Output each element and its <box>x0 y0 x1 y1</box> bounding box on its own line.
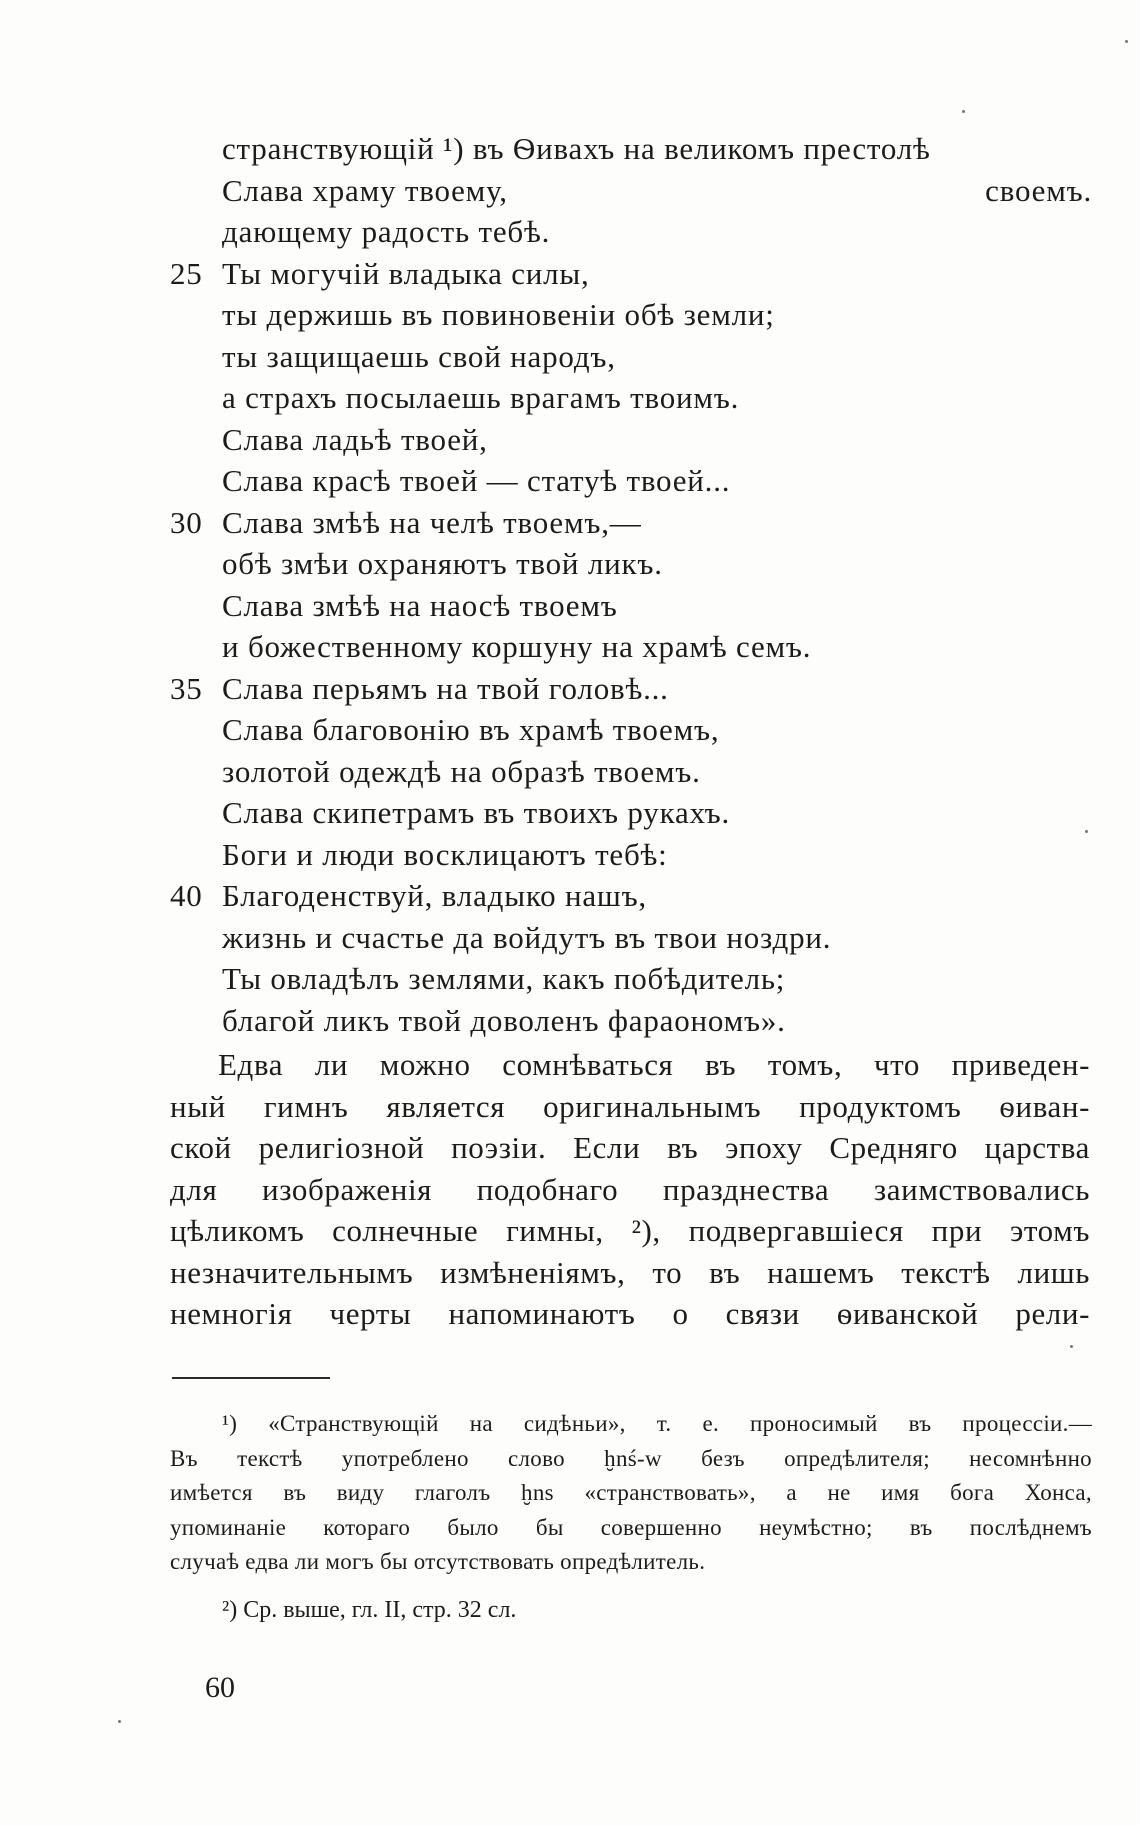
verse-text: ты держишь въ повиновеніи обѣ земли; <box>222 297 775 332</box>
verse-text: Слава благовонію въ храмѣ твоемъ, <box>222 712 720 747</box>
scan-speck <box>118 1720 121 1723</box>
verse-line <box>170 253 1100 295</box>
verse-text: Благоденствуй, владыко нашъ, <box>222 878 647 913</box>
verse-line <box>170 668 1100 710</box>
verse-line <box>170 543 1100 585</box>
footnote-1 <box>170 1407 1092 1580</box>
verse-text: Слава змѣѣ на челѣ твоемъ,— <box>222 504 642 540</box>
verse-line <box>170 585 1100 627</box>
paragraph-line: Едва ли можно сомнѣваться въ томъ, что приведен- <box>218 1047 1090 1082</box>
verse-text: Ты могучій владыка силы, <box>222 255 590 291</box>
verse-line <box>170 792 1100 834</box>
verse-line <box>170 502 1100 544</box>
verse-line <box>170 875 1100 917</box>
verse-text: Слава красѣ твоей — статуѣ твоей... <box>222 463 731 498</box>
footnote-line: Въ текстѣ употреблено слово ḫnś-w безъ опредѣлителя; несомнѣнно <box>170 1445 1092 1471</box>
verse-text: жизнь и счастье да войдутъ въ твои ноздри. <box>222 919 832 955</box>
verse-line <box>170 1000 1100 1042</box>
scan-speck <box>1085 830 1088 833</box>
paragraph-line: цѣликомъ солнечные гимны, ²), подвергавшіеся при этомъ <box>170 1213 1090 1248</box>
verse-text: а страхъ посылаешь врагамъ твоимъ. <box>222 380 740 415</box>
verse-text: благой ликъ твой доволенъ фараономъ». <box>222 1002 786 1038</box>
hymn-verse-block <box>170 128 1100 1041</box>
verse-text: Слава ладьѣ твоей, <box>222 421 488 457</box>
footnote-separator <box>172 1377 330 1379</box>
paragraph-line: ный гимнъ является оригинальнымъ продуктомъ ѳиван- <box>170 1088 1090 1124</box>
verse-text: Слава скипетрамъ въ твоихъ рукахъ. <box>222 795 731 830</box>
verse-text: Боги и люди восклицаютъ тебѣ: <box>222 836 668 872</box>
verse-line <box>170 419 1100 461</box>
paragraph-line: ской религіозной поэзіи. Если въ эпоху Средняго царства <box>170 1130 1090 1165</box>
verse-number: 35 <box>170 670 203 706</box>
verse-text: золотой одеждѣ на образѣ твоемъ. <box>222 753 701 789</box>
scan-speck <box>962 110 965 113</box>
footnote-line: упоминаніе котораго было бы совершенно неумѣстно; въ послѣднемъ <box>170 1514 1092 1540</box>
verse-text: Ты овладѣлъ землями, какъ побѣдитель; <box>222 961 786 996</box>
paragraph-line: немногія черты напоминаютъ о связи ѳиванской рели- <box>170 1296 1090 1331</box>
verse-line <box>170 336 1100 378</box>
paragraph-line: незначительнымъ измѣненіямъ, то въ нашемъ текстѣ лишь <box>170 1254 1090 1290</box>
verse-line <box>170 709 1100 751</box>
scan-speck <box>1070 1345 1073 1348</box>
verse-line <box>170 460 1100 502</box>
verse-line <box>170 377 1100 419</box>
verse-text: и божественному коршуну на храмѣ семъ. <box>222 629 812 664</box>
verse-number: 25 <box>170 255 203 291</box>
verse-text: обѣ змѣи охраняютъ твой ликъ. <box>222 546 663 581</box>
verse-line <box>170 128 1100 170</box>
footnote-line: ¹) «Странствующій на сидѣньи», т. е. проносимый въ процессіи.— <box>222 1411 1092 1436</box>
verse-line <box>170 626 1100 668</box>
footnote-line: имѣется въ виду глаголъ ḫns «странствовать», а не имя бога Хонса, <box>170 1480 1092 1505</box>
verse-carryover: своемъ. <box>985 172 1092 208</box>
verse-line <box>170 917 1100 959</box>
verse-number: 30 <box>170 504 203 540</box>
verse-text: Слава змѣѣ на наосѣ твоемъ <box>222 587 618 623</box>
page-number: 60 <box>205 1671 235 1704</box>
verse-text: ты защищаешь свой народъ, <box>222 338 616 374</box>
footnote-line: случаѣ едва ли могъ бы отсутствовать опредѣлитель. <box>170 1549 706 1574</box>
verse-line <box>170 211 1100 253</box>
verse-line <box>170 751 1100 793</box>
verse-line <box>170 294 1100 336</box>
verse-line <box>170 958 1100 1000</box>
paragraph-line: для изображенія подобнаго празднества заимствовались <box>170 1171 1090 1207</box>
verse-text: дающему радость тебѣ. <box>222 214 551 249</box>
verse-text: странствующій ¹) въ Ѳивахъ на великомъ престолѣ <box>222 131 931 166</box>
verse-number: 40 <box>170 878 203 913</box>
verse-line <box>170 170 1100 212</box>
verse-text: Слава храму твоему, <box>222 172 508 208</box>
footnote-2: ²) Ср. выше, гл. II, стр. 32 сл. <box>222 1597 517 1623</box>
verse-line <box>170 834 1100 876</box>
scan-speck <box>1125 40 1128 43</box>
body-paragraph <box>170 1044 1090 1335</box>
verse-text: Слава перьямъ на твой головѣ... <box>222 670 669 706</box>
